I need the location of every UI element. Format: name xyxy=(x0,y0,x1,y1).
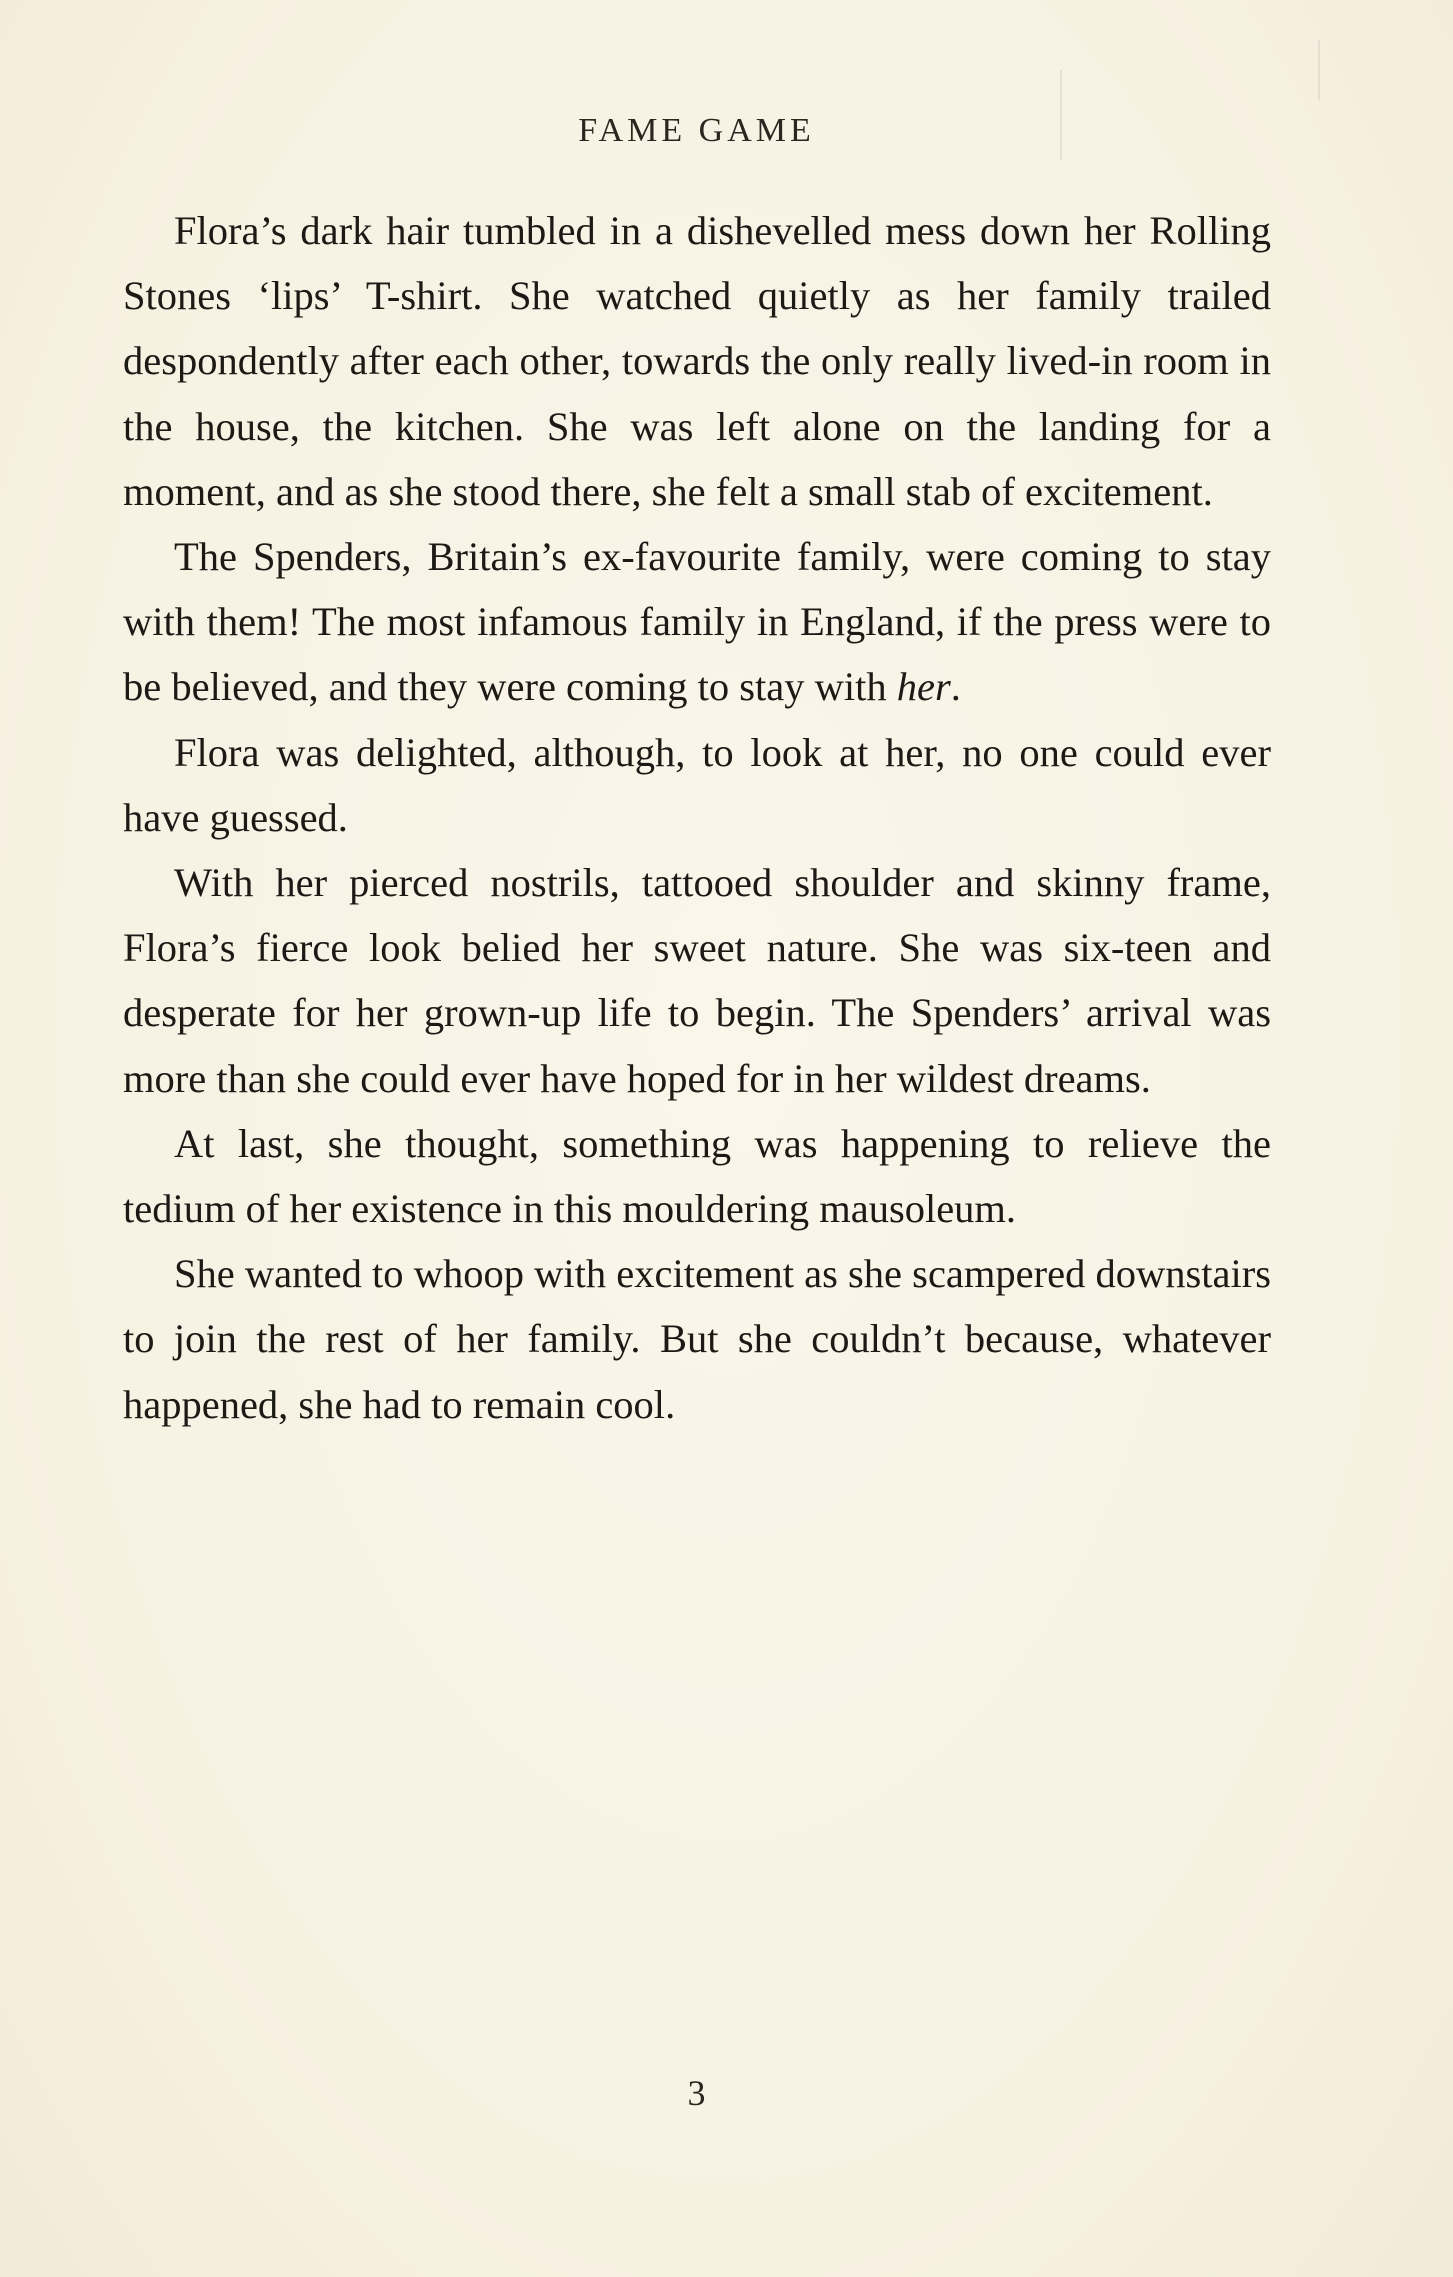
paragraph-4-text: With her pierced nostrils, tattooed shoulder and skinny frame, Flora’s fierce look belied her sweet nature. She was six-teen and desperate for her grown-up life to begin. The Spenders’ arrival was more than she could ever have hoped for in her wildest dreams. xyxy=(123,860,1271,1101)
paragraph-6-text: She wanted to whoop with excitement as she scampered downstairs to join the rest of her family. But she couldn’t because, whatever happened, she had to remain cool. xyxy=(123,1251,1271,1427)
scan-mark-right xyxy=(1318,40,1320,100)
paragraph-4 xyxy=(123,850,1271,1111)
paragraph-2-emphasis: her xyxy=(896,664,951,710)
paragraph-1 xyxy=(123,198,1271,524)
paragraph-3 xyxy=(123,720,1271,850)
paragraph-5-text: At last, she thought, something was happening to relieve the tedium of her existence in this mouldering mausoleum. xyxy=(123,1120,1271,1232)
paragraph-2-tail: . xyxy=(950,664,961,710)
page-number: 3 xyxy=(687,2073,706,2113)
body-text xyxy=(123,198,1271,1437)
paragraph-5 xyxy=(123,1111,1271,1241)
running-head: FAME GAME xyxy=(578,112,815,149)
paragraph-2 xyxy=(123,524,1271,720)
paragraph-3-text: Flora was delighted, although, to look at her, no one could ever have guessed. xyxy=(123,729,1271,840)
paragraph-2-text: The Spenders, Britain’s ex-favourite family, were coming to stay with them! The most infamous family in England, if the press were to be believed, and they were coming to stay with xyxy=(123,534,1271,710)
paragraph-1-text: Flora’s dark hair tumbled in a dishevelled mess down her Rolling Stones ‘lips’ T-shirt. She watched quietly as her family trailed despondently after each other, towards the only really lived-in room in the house, the kitchen. She was left alone on the landing for a moment, and as she stood there, she felt a small stab of excitement. xyxy=(123,208,1271,514)
paragraph-6 xyxy=(123,1241,1271,1437)
